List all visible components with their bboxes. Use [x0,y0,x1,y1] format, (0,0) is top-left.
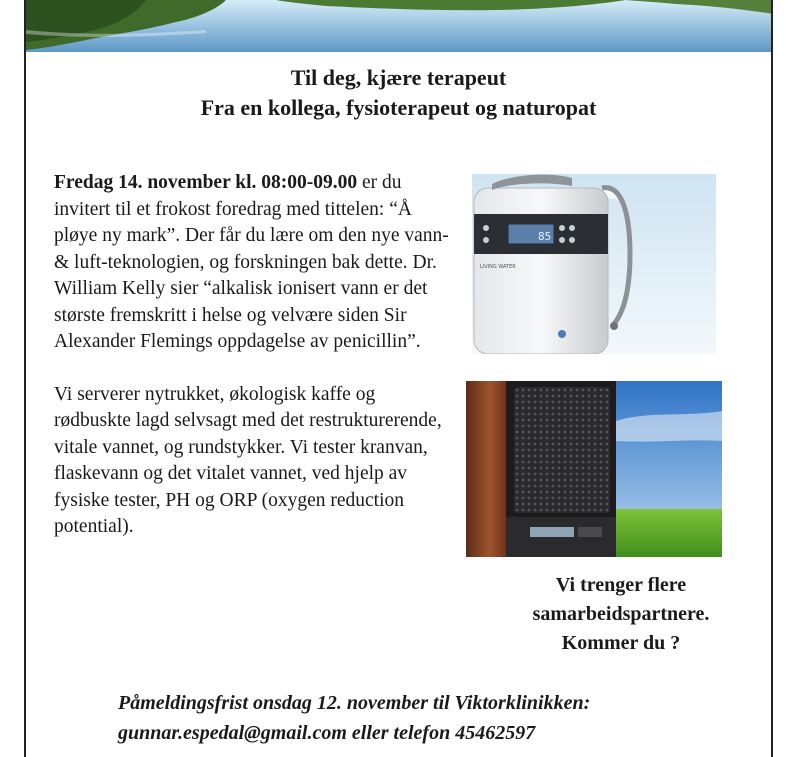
deadline-line-1: Påmeldingsfrist onsdag 12. november til Viktorklinikken: [118,692,591,714]
air-purifier-image [466,381,722,557]
flyer-page [24,0,773,757]
invitation-text [54,170,454,541]
intro-paragraph [54,170,454,356]
ionizer-brand-label: LIVING WATER [480,264,516,270]
water-ionizer-image [472,174,716,354]
registration-deadline [118,688,738,748]
contact-line: gunnar.espedal@gmail.com eller telefon 45462597 [118,722,536,744]
page-heading [26,63,771,123]
banner-image [26,0,771,52]
ionizer-display-value: 85 [538,230,552,243]
cta-line-1: Vi trenger flere [555,574,687,596]
heading-line-2: Fra en kollega, fysioterapeut og naturopat [200,95,597,120]
intro-body: er du invitert til et frokost foredrag med tittelen: “Å pløye ny mark”. Der får du lære om den nye vann- & luft-teknologien, og forskningen bak dette. Dr. William Kelly sier “alkalisk ionisert vann er det største fremskritt i helse og velvære siden Sir Alexander Flemings oppdagelse av penicillin”. [54,172,449,352]
cta-line-2: samarbeidspartnere. [532,603,710,625]
details-paragraph: Vi serverer nytrukket, økologisk kaffe og rødbuskte lagd selvsagt med det restrukturerende, vitale vannet, og rundstykker. Vi tester kranvan, flaskevann og det vitalet vannet, ved hjelp av fysiske tester, PH og ORP (oxygen reduction potential). [54,383,442,537]
heading-line-1: Til deg, kjære terapeut [290,65,507,90]
event-date-time: Fredag 14. november kl. 08:00-09.00 [54,172,358,193]
partner-callout [490,571,752,658]
cta-line-3: Kommer du ? [561,632,681,654]
